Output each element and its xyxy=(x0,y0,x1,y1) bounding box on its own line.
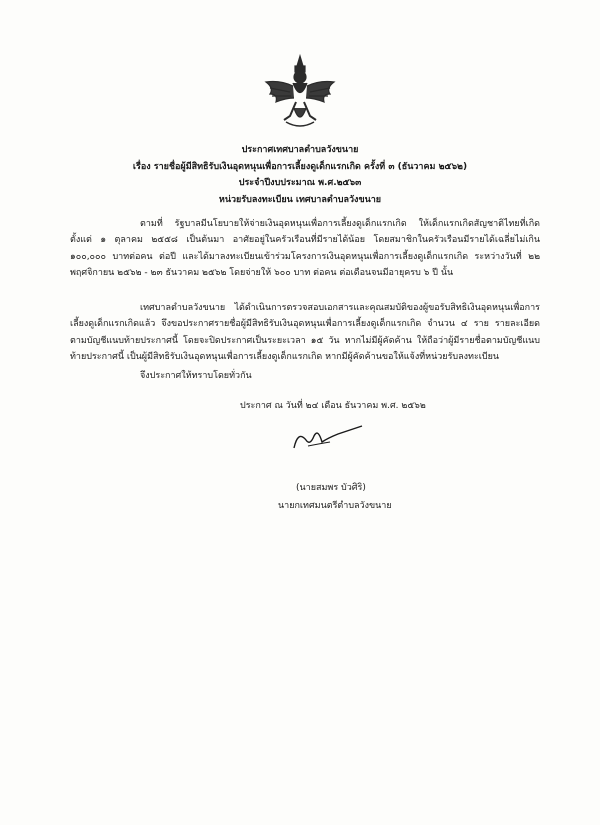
signer-name: (นายสมพร บัวศิริ) xyxy=(296,483,366,493)
garuda-emblem-icon xyxy=(260,52,340,132)
body-paragraph-1 xyxy=(70,216,540,282)
signer-position: นายกเทศมนตรีตำบลวังขนาย xyxy=(278,501,392,511)
paragraph-text: จึงประกาศให้ทราบโดยทั่วกัน xyxy=(140,371,252,381)
paragraph-text: เทศบาลตำบลวังขนาย ได้ดำเนินการตรวจสอบเอกสารและคุณสมบัติของผู้ขอรับสิทธิเงินอุดหนุนเพื่อการเลี้ยงดูเด็กแรกเกิดแล้ว จึงขอประกาศรายชื่อผู้มีสิทธิรับเงินอุดหนุนเพื่อการเลี้ยงดูเด็กแรกเกิด จำนวน ๔ ราย รายละเอียดตามบัญชีแนบท้ายประกาศนี้ โดยจะปิดประกาศเป็นระยะเวลา ๑๕ วัน หากไม่มีผู้คัดค้าน ให้ถือว่าผู้มีรายชื่อตามบัญชีแนบท้ายประกาศนี้ เป็นผู้มีสิทธิรับเงินอุดหนุนเพื่อการเลี้ยงดูเด็กแรกเกิด หากมีผู้คัดค้านขอให้แจ้งที่หน่วยรับลงทะเบียน xyxy=(70,303,540,363)
announcement-header xyxy=(0,142,600,208)
body-paragraph-2 xyxy=(70,300,540,366)
header-registration-unit: หน่วยรับลงทะเบียน เทศบาลตำบลวังขนาย xyxy=(218,194,382,205)
announcement-date: ประกาศ ณ วันที่ ๒๔ เดือน ธันวาคม พ.ศ. ๒๕๖๒ xyxy=(240,401,426,411)
header-fiscal-year: ประจำปีงบประมาณ พ.ศ.๒๕๖๓ xyxy=(238,178,362,188)
header-title: ประกาศเทศบาลตำบลวังขนาย xyxy=(241,145,359,155)
handwritten-signature xyxy=(288,420,368,456)
header-subject: เรื่อง รายชื่อผู้มีสิทธิรับเงินอุดหนุนเพื่อการเลี้ยงดูเด็กแรกเกิด ครั้งที่ ๓ (ธันวาคม ๒๕๖๒) xyxy=(132,161,468,172)
paragraph-text: ตามที่ รัฐบาลมีนโยบายให้จ่ายเงินอุดหนุนเพื่อการเลี้ยงดูเด็กแรกเกิด ให้เด็กแรกเกิดสัญชาติไทยที่เกิดตั้งแต่ ๑ ตุลาคม ๒๕๕๘ เป็นต้นมา อาศัยอยู่ในครัวเรือนที่มีรายได้น้อย โดยสมาชิกในครัวเรือนมีรายได้เฉลี่ยไม่เกิน ๑๐๐,๐๐๐ บาทต่อคน ต่อปี และได้มาลงทะเบียนเข้าร่วมโครงการเงินอุดหนุนเพื่อการเลี้ยงดูเด็กแรกเกิด ระหว่างวันที่ ๒๒ พฤศจิกายน ๒๕๖๒ - ๒๓ ธันวาคม ๒๕๖๒ โดยจ่ายให้ ๖๐๐ บาท ต่อคน ต่อเดือนจนมีอายุครบ ๖ ปี นั้น xyxy=(70,219,540,279)
body-paragraph-3 xyxy=(140,368,540,384)
